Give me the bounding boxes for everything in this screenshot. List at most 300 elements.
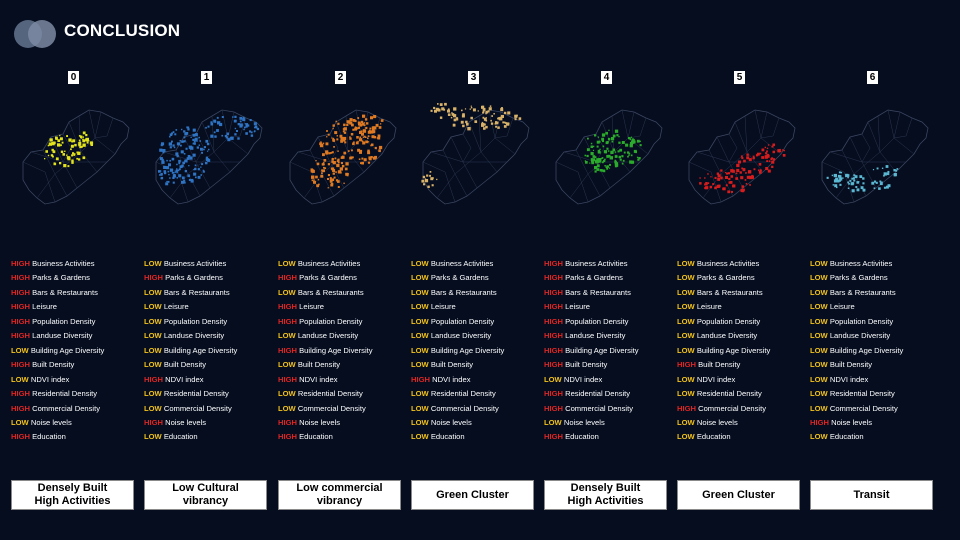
map-cluster-patch <box>238 123 240 125</box>
map-cluster-patch <box>61 151 63 153</box>
attribute-row <box>544 300 669 314</box>
map-cluster-patch <box>337 135 338 136</box>
map-cluster-patch <box>313 179 314 180</box>
attribute-name: Population Density <box>428 316 495 326</box>
map-cluster-patch <box>486 117 487 118</box>
map-cluster-patch <box>208 126 210 128</box>
map-cluster-patch <box>175 152 178 155</box>
map-cluster-patch <box>591 152 594 155</box>
map-cluster-patch <box>193 143 195 145</box>
cluster-column-5 <box>677 0 802 540</box>
map-cluster-patch <box>358 118 359 119</box>
map-cluster-patch <box>585 161 588 164</box>
map-cluster-patch <box>471 117 473 119</box>
map-cluster-patch <box>240 123 243 126</box>
map-cluster-patch <box>368 135 370 137</box>
attribute-row <box>278 387 403 401</box>
attribute-row <box>278 329 403 343</box>
attribute-name: Residential Density <box>428 389 496 399</box>
map-cluster-patch <box>161 173 163 175</box>
attribute-level: LOW <box>810 345 828 355</box>
map-cluster-patch <box>782 149 783 150</box>
map-cluster-patch <box>176 129 178 131</box>
map-cluster-patch <box>473 108 476 111</box>
map-cluster-patch <box>630 142 633 145</box>
attribute-row <box>810 344 935 358</box>
attribute-name: Built Density <box>428 360 474 370</box>
attribute-name: Landuse Diversity <box>295 331 359 341</box>
map-cluster-patch <box>197 146 199 148</box>
attribute-row <box>810 286 935 300</box>
attribute-level: LOW <box>144 287 162 297</box>
map-cluster-patch <box>765 155 768 158</box>
map-cluster-patch <box>373 136 374 137</box>
attribute-row <box>810 300 935 314</box>
map-cluster-patch <box>159 149 162 152</box>
map-cluster-patch <box>199 145 200 146</box>
attribute-name: Commercial Density <box>295 403 366 413</box>
attribute-name: Leisure <box>428 302 456 312</box>
map-cluster-patch <box>329 152 331 154</box>
map-cluster-patch <box>381 119 384 122</box>
attribute-level: LOW <box>677 345 695 355</box>
attribute-name: Noise levels <box>694 417 738 427</box>
map-cluster-patch <box>344 141 346 143</box>
map-cluster-patch <box>773 151 776 154</box>
map-cluster-patch <box>187 128 189 130</box>
attribute-name: Built Density <box>295 360 341 370</box>
map-cluster-patch <box>227 138 230 141</box>
map-cluster-patch <box>436 108 438 110</box>
attribute-level: LOW <box>544 417 562 427</box>
map-cluster-patch <box>365 118 367 120</box>
map-cluster-patch <box>363 129 366 132</box>
map-district-line <box>842 150 866 196</box>
attribute-row <box>11 402 136 416</box>
map-cluster-patch <box>324 159 327 162</box>
map-cluster-patch <box>491 123 493 125</box>
map-cluster-patch <box>602 161 604 163</box>
map-cluster-patch <box>185 159 188 162</box>
map-cluster-patch <box>496 122 498 124</box>
map-cluster-patch <box>585 155 587 157</box>
map-cluster-patch <box>193 173 196 176</box>
attribute-level: LOW <box>544 374 562 384</box>
cluster-number <box>810 67 935 85</box>
map-cluster-patch <box>183 130 185 132</box>
attribute-row <box>11 257 136 271</box>
map-cluster-patch <box>598 152 600 154</box>
map-cluster-patch <box>256 128 257 129</box>
map-cluster-patch <box>847 174 850 177</box>
map-cluster-patch <box>79 135 81 137</box>
map-cluster-patch <box>448 108 450 110</box>
map-cluster-patch <box>593 146 595 148</box>
attribute-level: HIGH <box>544 287 563 297</box>
map-cluster-patch <box>429 175 431 177</box>
attribute-row <box>11 416 136 430</box>
map-cluster-patch <box>178 174 181 177</box>
attribute-level: HIGH <box>544 273 563 283</box>
map-cluster-patch <box>594 134 596 136</box>
map-cluster-patch <box>745 172 747 174</box>
attribute-level: HIGH <box>278 374 297 384</box>
map-cluster-patch <box>315 160 316 161</box>
cluster-column-4 <box>544 0 669 540</box>
map-cluster-patch <box>630 139 631 140</box>
map-district-line <box>37 152 81 198</box>
map-cluster-patch <box>335 171 337 173</box>
map-cluster-patch <box>166 181 167 182</box>
attribute-row <box>677 271 802 285</box>
map-district-line <box>443 150 467 196</box>
map-district-line <box>862 134 870 162</box>
attribute-level: LOW <box>144 316 162 326</box>
map-cluster-patch <box>358 122 361 125</box>
cluster-label <box>544 480 667 510</box>
map-cluster-patch <box>251 134 253 136</box>
map-cluster-patch <box>199 140 201 142</box>
attribute-level: LOW <box>411 432 429 442</box>
map-cluster-patch <box>606 148 608 150</box>
map-cluster-patch <box>337 123 339 125</box>
map-cluster-patch <box>334 131 337 134</box>
map-cluster-patch <box>728 178 730 180</box>
map-cluster-patch <box>186 126 188 128</box>
map-cluster-patch <box>884 187 886 189</box>
map-cluster-patch <box>320 175 323 178</box>
map-cluster-patch <box>357 128 359 130</box>
attribute-name: Residential Density <box>295 389 363 399</box>
map-district-line <box>479 116 481 152</box>
attribute-name: Building Age Diversity <box>827 345 904 355</box>
attribute-level: LOW <box>810 259 828 268</box>
map-cluster-patch <box>481 124 484 127</box>
attribute-name: Leisure <box>562 302 591 312</box>
map-cluster-patch <box>186 148 188 150</box>
map-cluster-patch <box>748 170 751 173</box>
map-cluster-patch <box>766 160 768 162</box>
map-cluster-patch <box>177 177 179 179</box>
attribute-name: NDVI index <box>162 374 204 384</box>
attribute-row <box>411 286 536 300</box>
cluster-label <box>144 480 267 510</box>
map-cluster-patch <box>316 185 319 188</box>
map-cluster-patch <box>214 121 216 123</box>
map-cluster-patch <box>710 186 713 189</box>
attribute-level: LOW <box>677 316 695 326</box>
cluster-label-text: Green Cluster <box>436 488 509 501</box>
attribute-row <box>544 329 669 343</box>
attribute-level: HIGH <box>677 403 696 413</box>
attribute-name: Commercial Density <box>695 403 767 413</box>
map-cluster-patch <box>44 158 45 159</box>
attribute-name: Business Activities <box>161 259 227 268</box>
map-cluster-patch <box>205 162 208 165</box>
attribute-row <box>411 271 536 285</box>
attribute-level: LOW <box>144 259 162 268</box>
map-district-line <box>729 134 737 162</box>
map-cluster-patch <box>313 181 316 184</box>
attribute-level: LOW <box>810 302 828 312</box>
map-cluster-patch <box>731 175 734 178</box>
map-cluster-patch <box>606 141 609 144</box>
map-cluster-patch <box>768 144 769 145</box>
map-cluster-patch <box>205 140 208 143</box>
map-cluster-patch <box>193 154 196 157</box>
map-cluster-patch <box>341 162 343 164</box>
map-outline <box>23 110 129 204</box>
attribute-name: Leisure <box>694 302 722 312</box>
map-cluster-patch <box>361 158 363 160</box>
map-cluster-patch <box>873 169 874 170</box>
map-cluster-patch <box>497 126 500 128</box>
map-cluster-patch <box>835 178 838 181</box>
map-cluster-patch <box>362 115 365 118</box>
map-cluster-patch <box>359 158 361 160</box>
map-cluster-patch <box>83 144 86 147</box>
map-cluster-patch <box>857 188 860 191</box>
map-cluster-patch <box>609 164 611 166</box>
map-cluster-patch <box>894 173 897 176</box>
map-cluster-patch <box>350 118 353 121</box>
attribute-row <box>810 416 935 430</box>
map-district-line <box>23 162 55 202</box>
map-district-line <box>431 152 507 162</box>
attribute-level: HIGH <box>544 345 563 355</box>
cluster-number <box>677 67 802 85</box>
map-cluster-patch <box>62 142 64 144</box>
map-cluster-patch <box>203 149 205 151</box>
map-cluster-patch <box>201 163 203 165</box>
map-cluster-patch <box>839 171 841 173</box>
map-cluster-patch <box>736 169 739 172</box>
map-cluster-patch <box>254 122 257 125</box>
map-cluster-patch <box>623 160 625 162</box>
map-cluster-patch <box>863 189 866 192</box>
attribute-name: Noise levels <box>28 417 72 427</box>
attribute-level: HIGH <box>11 403 30 413</box>
map-cluster-patch <box>345 162 348 165</box>
map-cluster-patch <box>198 176 201 179</box>
map-cluster-patch <box>340 140 343 143</box>
attribute-level: LOW <box>278 360 296 370</box>
cluster-number <box>411 67 536 85</box>
map-cluster-patch <box>591 146 594 149</box>
map-cluster-patch <box>312 180 314 182</box>
attribute-name: Noise levels <box>162 417 207 427</box>
map-cluster-patch <box>491 115 493 117</box>
map-cluster-patch <box>465 121 468 124</box>
attribute-row <box>11 329 136 343</box>
attribute-level: HIGH <box>544 432 563 442</box>
map-cluster-patch <box>201 152 203 154</box>
map-cluster-patch <box>886 165 889 168</box>
map-cluster-patch <box>177 142 180 145</box>
city-map-svg <box>677 92 802 217</box>
map-cluster-patch <box>232 116 234 118</box>
attribute-row <box>677 257 802 271</box>
map-cluster-patch <box>195 133 198 136</box>
attribute-name: Residential Density <box>562 389 631 399</box>
attribute-name: Landuse Diversity <box>827 331 891 341</box>
attribute-row <box>411 402 536 416</box>
map-cluster-patch <box>427 186 429 188</box>
map-cluster-patch <box>601 138 604 141</box>
map-cluster-patch <box>338 162 340 164</box>
map-cluster-patch <box>745 179 747 181</box>
map-cluster-patch <box>182 177 185 180</box>
map-cluster-patch <box>221 135 223 137</box>
attribute-row <box>144 257 269 271</box>
attribute-name: NDVI index <box>694 374 736 384</box>
map-cluster-patch <box>887 173 890 176</box>
map-cluster-patch <box>169 142 172 145</box>
attribute-row <box>278 344 403 358</box>
attribute-list <box>810 257 935 445</box>
map-cluster-patch <box>453 114 456 117</box>
map-cluster-patch <box>608 138 611 141</box>
attribute-level: HIGH <box>11 331 30 341</box>
attribute-row <box>411 416 536 430</box>
map-district-line <box>336 122 364 172</box>
map-cluster-patch <box>236 130 238 132</box>
cluster-label-text: Green Cluster <box>702 488 775 501</box>
attribute-level: LOW <box>278 403 296 413</box>
map-cluster-patch <box>773 158 775 160</box>
map-cluster-patch <box>605 132 608 135</box>
map-cluster-patch <box>451 112 453 114</box>
map-cluster-patch <box>507 111 510 114</box>
attribute-row <box>411 387 536 401</box>
map-cluster-patch <box>451 117 453 119</box>
map-cluster-patch <box>615 162 618 165</box>
map-cluster-patch <box>766 150 768 152</box>
map-cluster-patch <box>327 178 329 180</box>
attribute-row <box>544 344 669 358</box>
map-cluster-patch <box>168 181 170 183</box>
map-cluster-patch <box>839 177 842 180</box>
cluster-column-3 <box>411 0 536 540</box>
map-cluster-patch <box>91 142 92 143</box>
cluster-label-text: Densely Built High Activities <box>567 482 644 507</box>
map-cluster-patch <box>355 127 357 129</box>
map-cluster-patch <box>240 121 242 123</box>
map-district-line <box>880 112 900 152</box>
map-cluster-patch <box>842 177 843 178</box>
map-cluster-patch <box>208 149 210 151</box>
attribute-level: LOW <box>144 432 162 442</box>
map-cluster-patch <box>78 158 80 160</box>
map-cluster-patch <box>471 107 472 108</box>
map-cluster-patch <box>716 186 718 188</box>
attribute-level: HIGH <box>411 374 430 384</box>
map-cluster-patch <box>207 143 209 145</box>
map-cluster-patch <box>640 144 642 146</box>
map-cluster-patch <box>879 181 881 183</box>
cluster-number <box>144 67 269 85</box>
attribute-level: HIGH <box>544 360 563 370</box>
map-district-line <box>689 162 721 202</box>
attribute-name: Leisure <box>29 302 58 312</box>
map-cluster-patch <box>490 105 492 107</box>
map-cluster-patch <box>621 155 623 157</box>
attribute-name: Built Density <box>161 360 207 370</box>
map-cluster-patch <box>772 144 775 147</box>
map-cluster-patch <box>328 163 330 165</box>
map-cluster-patch <box>481 106 484 109</box>
map-cluster-patch <box>600 169 602 171</box>
map-cluster-patch <box>204 146 206 148</box>
map-cluster-patch <box>893 169 895 171</box>
attribute-name: Leisure <box>161 302 189 312</box>
attribute-name: Building Age Diversity <box>296 345 373 355</box>
map-cluster-patch <box>331 168 333 170</box>
map-cluster-patch <box>603 146 605 148</box>
map-cluster-patch <box>726 173 728 175</box>
map-cluster-patch <box>87 142 89 144</box>
attribute-list <box>278 257 403 445</box>
attribute-level: LOW <box>810 432 828 442</box>
attribute-name: NDVI index <box>28 374 70 384</box>
attribute-name: Parks & Gardens <box>296 273 357 283</box>
map-cluster-patch <box>633 140 636 143</box>
map-cluster-patch <box>704 177 705 178</box>
map-cluster-patch <box>343 183 344 184</box>
attribute-name: Building Age Diversity <box>161 345 238 355</box>
map-cluster-patch <box>323 162 325 164</box>
map-district-line <box>703 152 747 198</box>
map-district-line <box>761 118 779 138</box>
map-cluster-patch <box>332 139 335 142</box>
map-cluster-patch <box>618 142 620 144</box>
map-cluster-patch <box>848 188 850 190</box>
cluster-map <box>411 92 536 217</box>
map-district-line <box>622 110 648 154</box>
map-cluster-patch <box>245 123 246 124</box>
map-cluster-patch <box>91 144 94 147</box>
map-cluster-patch <box>331 137 332 138</box>
map-cluster-patch <box>181 181 184 184</box>
map-cluster-patch <box>330 177 332 179</box>
cluster-map <box>144 92 269 217</box>
map-cluster-patch <box>871 182 874 185</box>
map-cluster-patch <box>888 184 891 187</box>
city-map-svg <box>144 92 269 217</box>
map-cluster-patch <box>64 151 65 152</box>
map-cluster-patch <box>345 173 348 176</box>
attribute-row <box>11 358 136 372</box>
attribute-row <box>411 329 536 343</box>
map-cluster-patch <box>508 123 510 125</box>
map-cluster-patch <box>173 182 175 184</box>
map-cluster-patch <box>71 154 73 156</box>
map-district-line <box>745 116 747 152</box>
map-cluster-patch <box>172 158 175 161</box>
map-cluster-patch <box>245 132 248 135</box>
map-cluster-patch <box>216 129 219 132</box>
map-cluster-patch <box>874 181 876 183</box>
attribute-row <box>144 430 269 444</box>
map-cluster-patch <box>718 185 721 188</box>
attribute-row <box>411 300 536 314</box>
map-cluster-patch <box>595 160 598 163</box>
attribute-level: HIGH <box>11 389 30 399</box>
map-cluster-patch <box>342 165 345 168</box>
map-cluster-patch <box>369 128 371 130</box>
cluster-map <box>810 92 935 217</box>
attribute-level: LOW <box>144 302 162 312</box>
